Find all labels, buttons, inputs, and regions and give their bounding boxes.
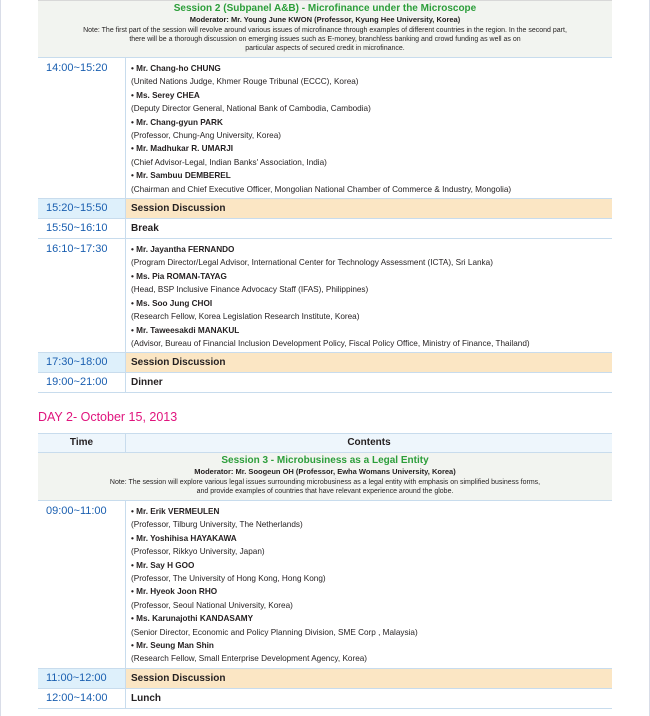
table-row [38, 239, 612, 353]
session2-header [38, 0, 612, 58]
column-header-time: Time [38, 434, 126, 452]
speaker-name: • Ms. Karunajothi KANDASAMY [131, 614, 254, 624]
speaker-name: • Mr. Madhukar R. UMARJI [131, 144, 234, 154]
time-slot: 16:10~17:30 [38, 239, 126, 352]
row-label: Break [131, 223, 159, 235]
session2-moderator: Moderator: Mr. Young June KWON (Professor, Kyung Hee University, Korea) [189, 15, 461, 24]
speaker-name: • Mr. Seung Man Shin [131, 641, 214, 651]
speaker-affiliation: (Senior Director, Economic and Policy Planning Division, SME Corp , Malaysia) [131, 627, 418, 637]
session2-note: Note: The first part of the session will revolve around various issues of microfinance through examples of different countries in the region. In the second part, there will be a thorough discussion on emerging issues such as E-money, branchless banking and crowd funding as well as on particular aspects of secured credit in microfinance. [83, 27, 567, 52]
speaker-list [126, 58, 612, 198]
speaker-name: • Ms. Pia ROMAN-TAYAG [131, 271, 227, 281]
row-label: Session Discussion [131, 357, 226, 369]
day2-heading: DAY 2- October 15, 2013 [38, 410, 178, 424]
speaker-affiliation: (Deputy Director General, National Bank of Cambodia, Cambodia) [131, 104, 371, 114]
speaker-affiliation: (Research Fellow, Small Enterprise Development Agency, Korea) [131, 654, 368, 664]
speaker-affiliation: (Research Fellow, Korea Legislation Research Institute, Korea) [131, 312, 360, 322]
session3-header [38, 453, 612, 501]
table-row [38, 219, 612, 239]
table-row [38, 373, 612, 393]
table-row [38, 58, 612, 199]
session2-title: Session 2 (Subpanel A&B) - Microfinance under the Microscope [173, 3, 477, 14]
table-row [38, 501, 612, 669]
time-slot: 09:00~11:00 [38, 501, 126, 668]
row-label: Session Discussion [131, 203, 226, 215]
time-slot: 15:20~15:50 [38, 199, 126, 218]
time-slot: 17:30~18:00 [38, 353, 126, 372]
row-label: Session Discussion [131, 672, 226, 684]
session3-moderator: Moderator: Mr. Soogeun OH (Professor, Ewha Womans University, Korea) [194, 467, 456, 476]
speaker-list [126, 239, 612, 352]
table-row [38, 669, 612, 689]
speaker-name: • Mr. Chang-ho CHUNG [131, 64, 221, 73]
speaker-name: • Mr. Erik VERMEULEN [131, 507, 220, 516]
time-slot: 19:00~21:00 [38, 373, 126, 392]
session3-note: Note: The session will explore various legal issues surrounding microbusiness as a legal entity with emphasis on simplified business forms, and provide examples of countries that have relevant experience around the globe. [109, 479, 541, 495]
speaker-affiliation: (Program Director/Legal Advisor, International Center for Technology Assessment (ICTA), Sri Lanka) [131, 258, 493, 268]
speaker-name: • Mr. Taweesakdi MANAKUL [131, 325, 240, 335]
speaker-name: • Ms. Serey CHEA [131, 90, 200, 100]
speaker-name: • Mr. Sambuu DEMBEREL [131, 171, 231, 181]
speaker-affiliation: (Professor, Rikkyo University, Japan) [131, 547, 265, 557]
speaker-affiliation: (Professor, Seoul National University, Korea) [131, 600, 293, 610]
time-slot: 11:00~12:00 [38, 669, 126, 688]
speaker-affiliation: (Head, BSP Inclusive Finance Advocacy Staff (IFAS), Philippines) [131, 285, 369, 295]
row-label: Dinner [131, 377, 163, 389]
speaker-list [126, 501, 612, 668]
day2-program-table [38, 433, 612, 709]
speaker-affiliation: (Advisor, Bureau of Financial Inclusion Development Policy, Fiscal Policy Office, Ministry of Finance, Thailand) [131, 338, 530, 348]
column-header-row [38, 433, 612, 453]
row-label: Lunch [131, 692, 161, 704]
speaker-affiliation: (Professor, Tilburg University, The Netherlands) [131, 520, 303, 530]
day1-program-table [38, 0, 612, 393]
time-slot: 12:00~14:00 [38, 689, 126, 708]
speaker-affiliation: (Professor, The University of Hong Kong, Hong Kong) [131, 574, 326, 584]
speaker-affiliation: (Chairman and Chief Executive Officer, Mongolian National Chamber of Commerce & Industry, Mongolia) [131, 184, 512, 194]
speaker-affiliation: (Chief Advisor-Legal, Indian Banks' Association, India) [131, 157, 327, 167]
speaker-name: • Mr. Hyeok Joon RHO [131, 587, 218, 597]
table-row [38, 353, 612, 373]
speaker-name: • Mr. Say H GOO [131, 560, 195, 570]
speaker-name: • Mr. Chang-gyun PARK [131, 117, 223, 127]
speaker-name: • Mr. Jayantha FERNANDO [131, 245, 235, 255]
time-slot: 14:00~15:20 [38, 58, 126, 198]
table-row [38, 199, 612, 219]
speaker-name: • Mr. Yoshihisa HAYAKAWA [131, 533, 237, 543]
time-slot: 15:50~16:10 [38, 219, 126, 238]
speaker-affiliation: (United Nations Judge, Khmer Rouge Tribunal (ECCC), Korea) [131, 77, 359, 87]
speaker-name: • Ms. Soo Jung CHOI [131, 298, 213, 308]
column-header-contents: Contents [347, 437, 391, 448]
session3-title: Session 3 - Microbusiness as a Legal Entity [221, 455, 429, 466]
speaker-affiliation: (Professor, Chung-Ang University, Korea) [131, 131, 282, 141]
page-border-left [0, 0, 1, 716]
table-row [38, 689, 612, 709]
